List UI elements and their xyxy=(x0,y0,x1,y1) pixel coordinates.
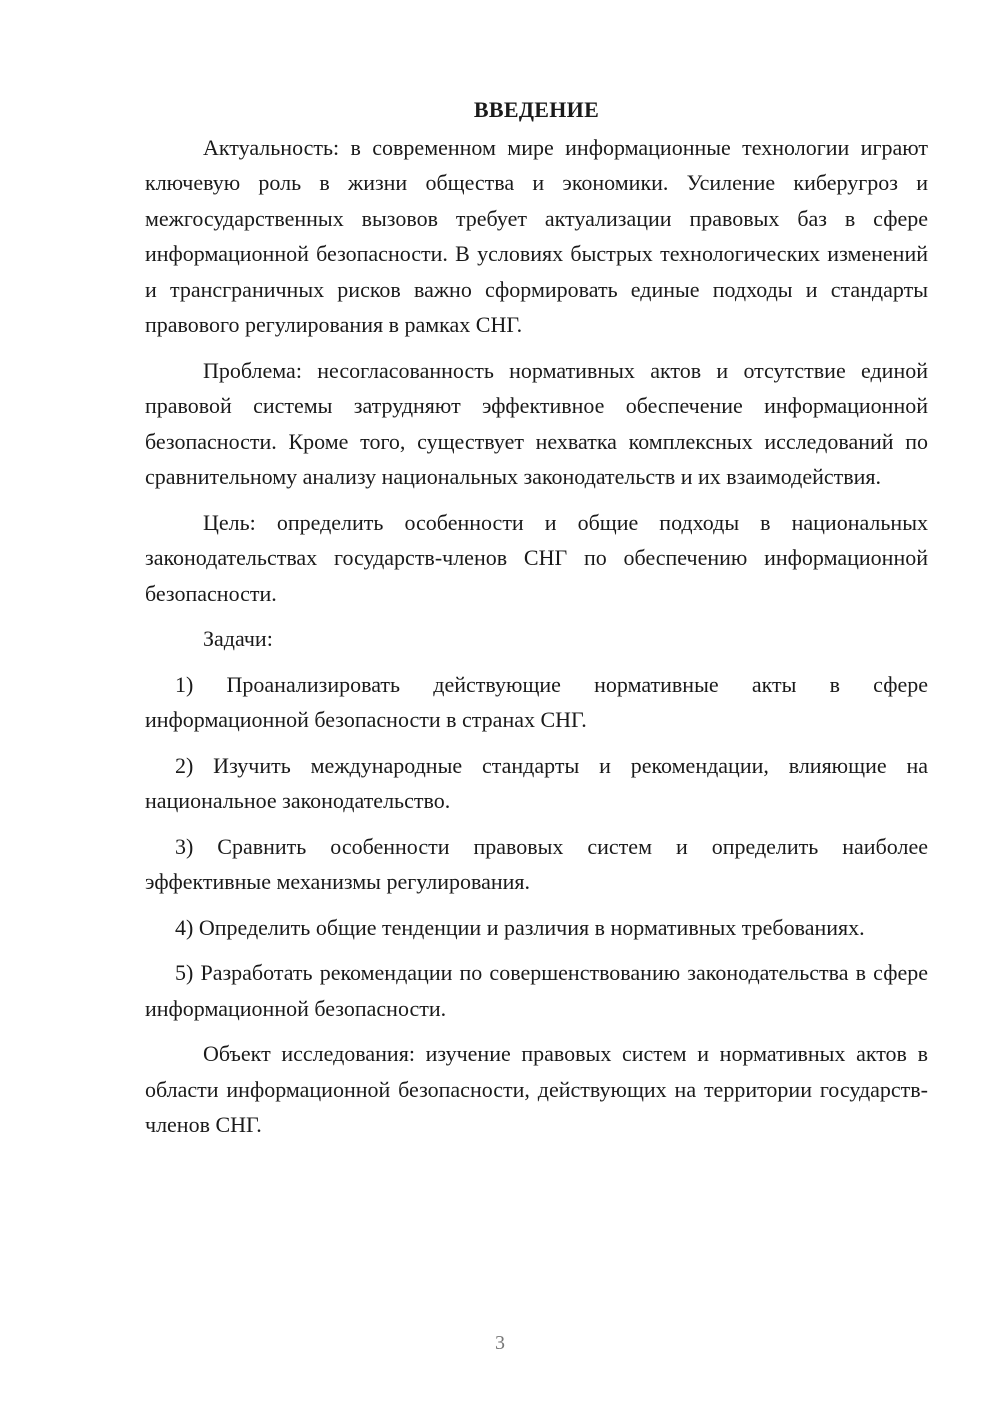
paragraph-relevance: Актуальность: в современном мире информационные технологии играют ключевую роль в жизни общества и экономики. Усиление киберугроз и межгосударственных вызовов требует актуализации правовых баз в сфере информационной безопасности. В условиях быстрых технологических изменений и трансграничных рисков важно сформировать единые подходы и стандарты правового регулирования в рамках СНГ. xyxy=(145,134,928,337)
section-heading: ВВЕДЕНИЕ xyxy=(473,97,600,122)
tasks-label: Задачи: xyxy=(203,626,273,651)
task-item-2: 2) Изучить международные стандарты и рекомендации, влияющие на национальное законодательство. xyxy=(145,752,928,813)
page-content xyxy=(145,92,928,1153)
page-number: 3 xyxy=(495,1332,505,1354)
paragraph-goal: Цель: определить особенности и общие подходы в национальных законодательствах государств-членов СНГ по обеспечению информационной безопасности. xyxy=(145,509,928,606)
paragraph-problem: Проблема: несогласованность нормативных актов и отсутствие единой правовой системы затрудняют эффективное обеспечение информационной безопасности. Кроме того, существует нехватка комплексных исследований по сравнительному анализу национальных законодательств и их взаимодействия. xyxy=(145,357,928,489)
task-item-1: 1) Проанализировать действующие нормативные акты в сфере информационной безопасности в странах СНГ. xyxy=(145,671,928,732)
task-item-5: 5) Разработать рекомендации по совершенствованию законодательства в сфере информационной безопасности. xyxy=(145,960,928,1021)
task-item-4: 4) Определить общие тенденции и различия в нормативных требованиях. xyxy=(175,914,865,940)
paragraph-object: Объект исследования: изучение правовых систем и нормативных актов в области информационной безопасности, действующих на территории государств-членов СНГ. xyxy=(145,1041,928,1137)
task-item-3: 3) Сравнить особенности правовых систем и определить наиболее эффективные механизмы регулирования. xyxy=(145,833,928,894)
